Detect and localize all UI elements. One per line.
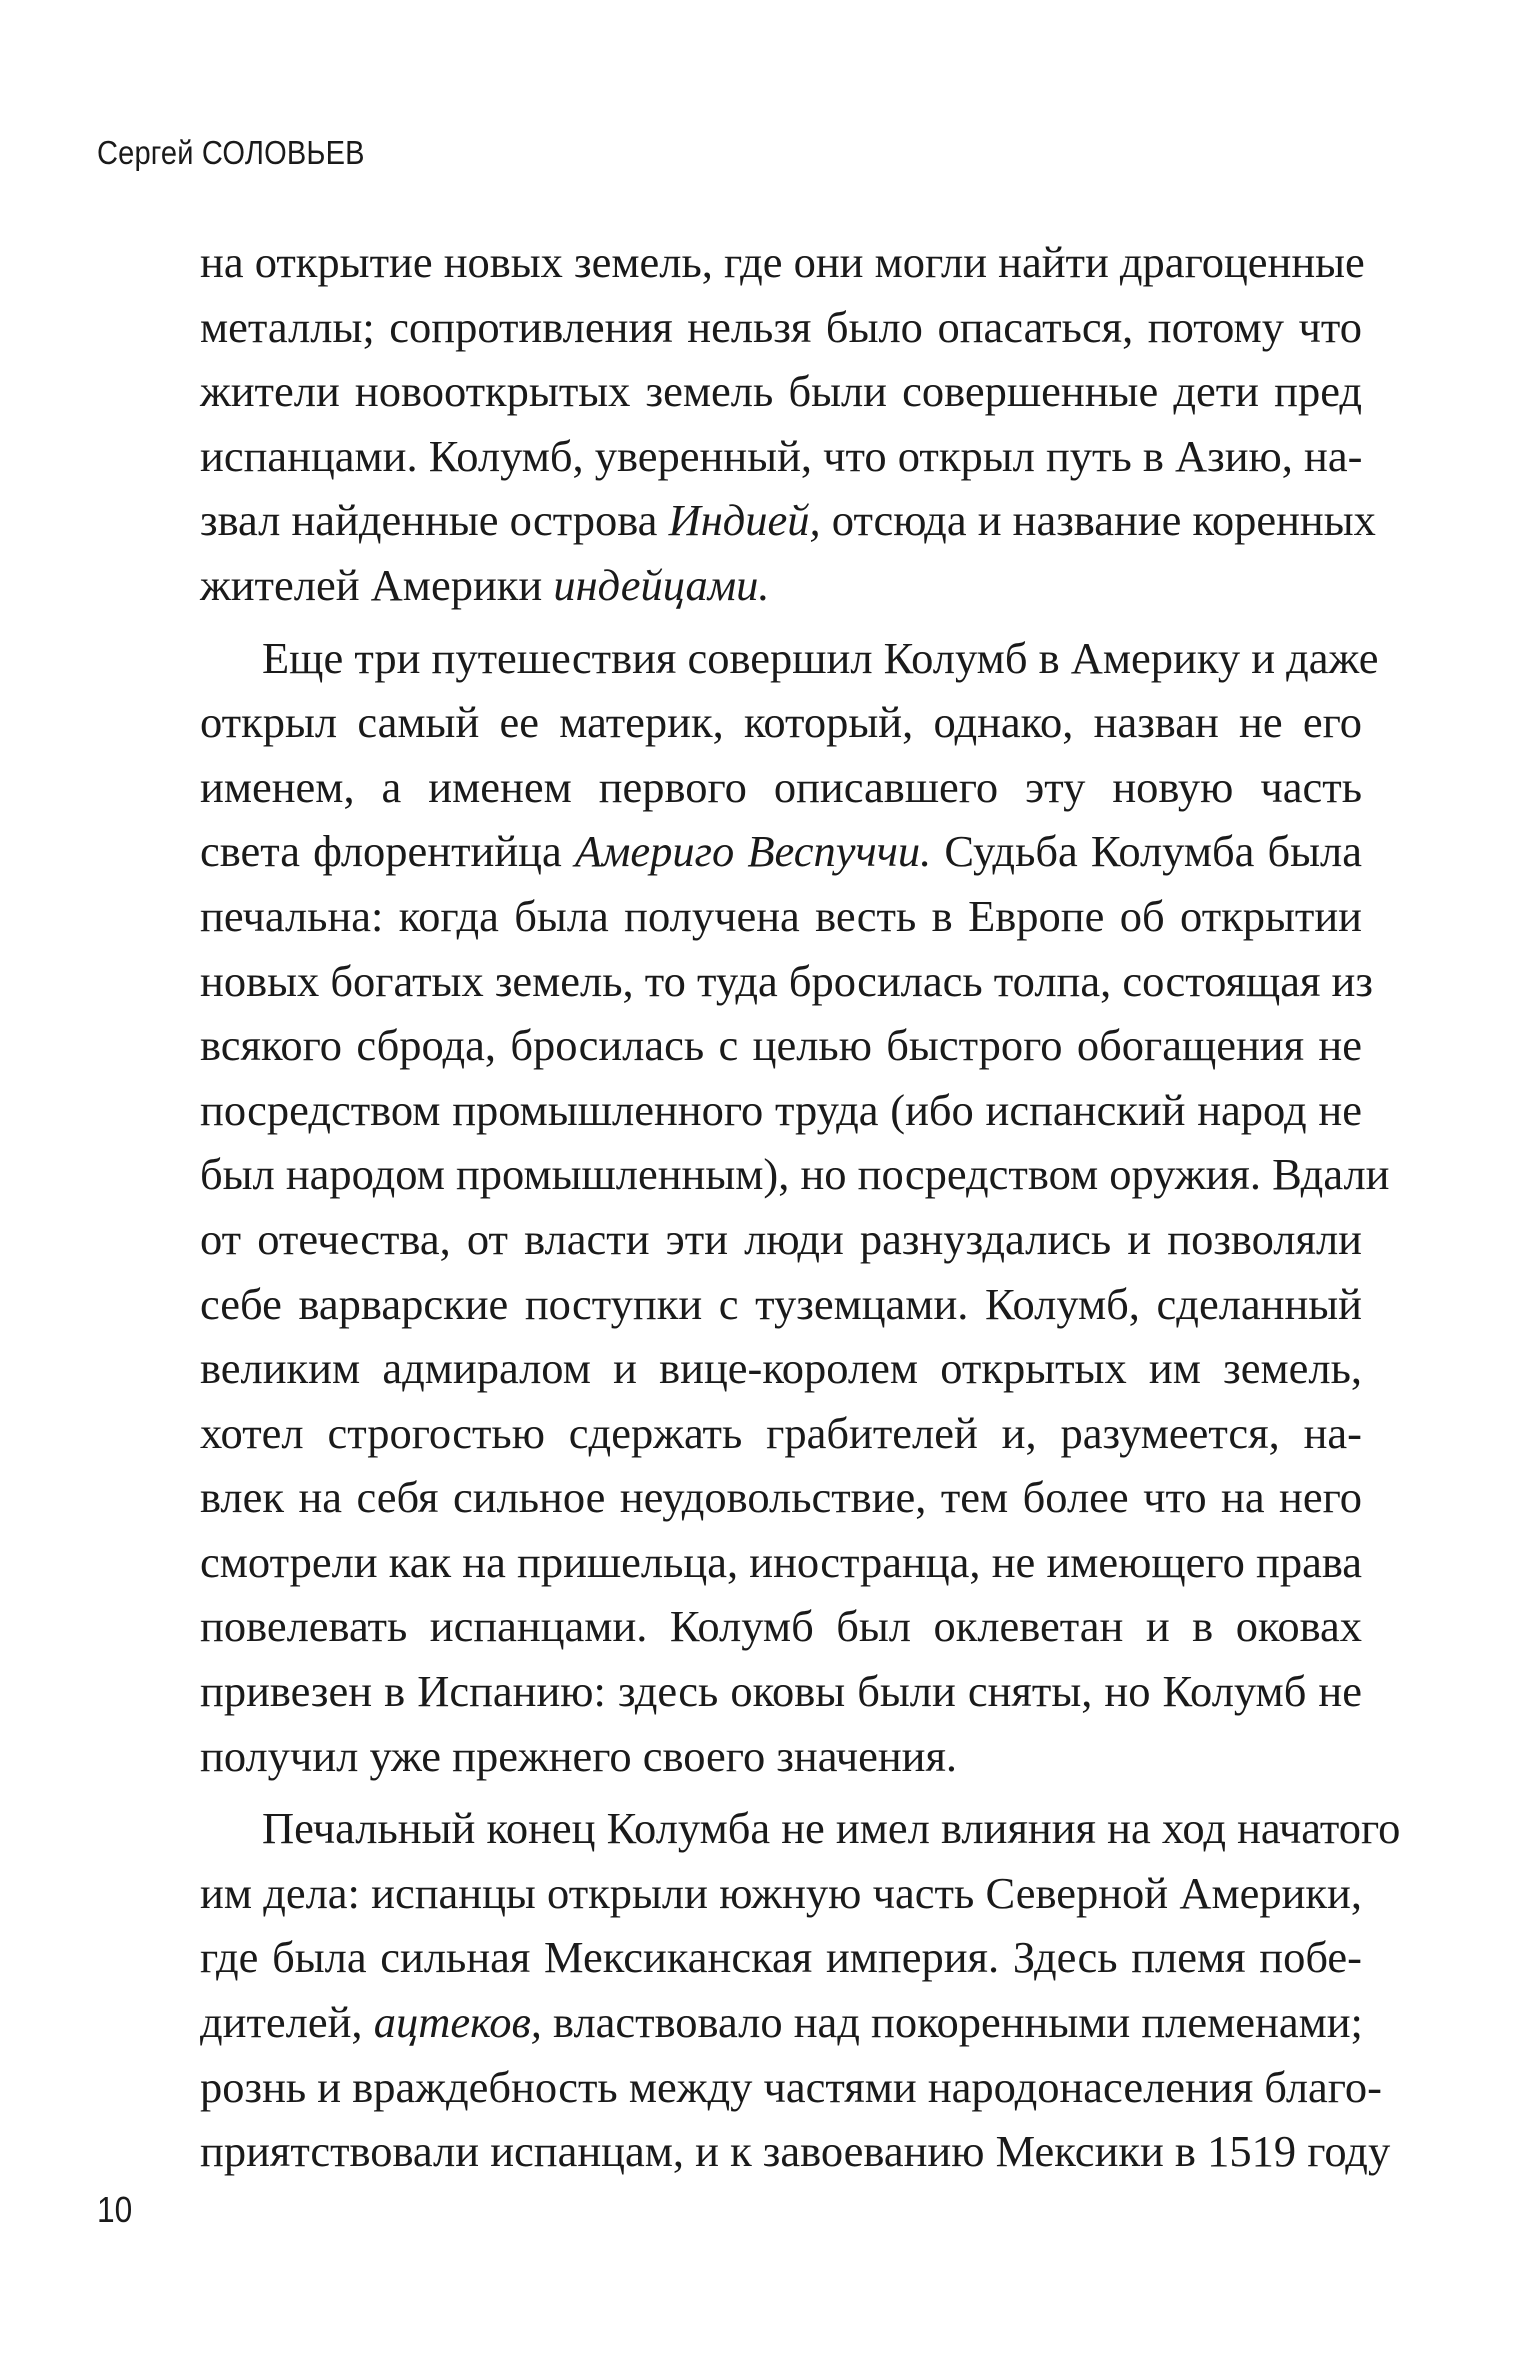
text-run: от отечества, от власти эти люди разнуздались и позволяли <box>200 1213 1362 1264</box>
text-run: на открытие новых земель, где они могли найти драгоценные <box>200 237 1365 287</box>
text-line <box>200 1724 1362 1789</box>
text-run: повелевать испанцами. Колумб был оклеветан и в оковах <box>200 1601 1362 1652</box>
text-line <box>200 1013 1362 1078</box>
text-line <box>200 295 1362 360</box>
text-line <box>200 2055 1382 2120</box>
text-line <box>200 949 1373 1014</box>
text-line <box>200 819 1362 884</box>
text-line <box>200 626 1379 691</box>
paragraph <box>200 1796 1401 2184</box>
text-run: рознь и враждебность между частями народонаселения благо- <box>200 2061 1382 2112</box>
text-line <box>200 488 1376 553</box>
text-run: испанцами. Колумб, уверенный, что открыл путь в Азию, на- <box>200 430 1363 481</box>
text-run: влек на себя сильное неудовольствие, тем более что на него <box>200 1472 1362 1523</box>
text-line <box>200 1796 1401 1861</box>
italic-term: Индией, <box>668 495 821 546</box>
text-line <box>200 1594 1362 1659</box>
text-run: всякого сброда, бросилась с целью быстрого обогащения не <box>200 1020 1362 1071</box>
text-run: Еще три путешествия совершил Колумб в Америку и даже <box>262 632 1379 683</box>
text-line <box>200 230 1365 295</box>
text-run: дителей, <box>200 1997 374 2048</box>
italic-term: ацтеков, <box>373 1997 542 2048</box>
text-line <box>200 690 1362 755</box>
paragraph <box>200 230 1376 618</box>
text-line <box>200 1861 1362 1926</box>
text-line <box>200 1078 1362 1143</box>
text-line <box>200 1272 1362 1337</box>
text-run: получил уже прежнего своего значения. <box>200 1730 958 1781</box>
text-run: посредством промышленного труда (ибо испанский народ не <box>200 1084 1362 1135</box>
text-line <box>200 884 1362 949</box>
text-line <box>200 1990 1362 2055</box>
text-line <box>200 1401 1362 1466</box>
text-line <box>200 1465 1362 1530</box>
text-run: открыл самый ее материк, который, однако, назван не его <box>200 697 1362 748</box>
text-line <box>200 2119 1391 2184</box>
text-line <box>200 1142 1390 1207</box>
text-run: великим адмиралом и вице-королем открытых им земель, <box>200 1343 1362 1394</box>
text-run: был народом промышленным), но посредством оружия. Вдали <box>200 1149 1390 1200</box>
italic-term: Америго Веспуччи. <box>574 826 932 877</box>
text-run: себе варварские поступки с туземцами. Колумб, сделанный <box>200 1278 1362 1329</box>
text-line <box>200 553 1362 618</box>
text-run: властвовало над покоренными племенами; <box>541 1997 1363 2048</box>
text-run: приятствовали испанцам, и к завоеванию Мексики в 1519 году <box>200 2126 1391 2177</box>
text-run: металлы; сопротивления нельзя было опасаться, потому что <box>200 301 1362 352</box>
text-line <box>200 1336 1362 1401</box>
text-run: звал найденные острова <box>200 495 669 546</box>
text-line <box>200 359 1362 424</box>
body-text <box>200 230 1401 2184</box>
text-run: отсюда и название коренных <box>820 495 1376 546</box>
text-run: именем, а именем первого описавшего эту новую часть <box>200 761 1362 812</box>
text-run: жители новооткрытых земель были совершенные дети пред <box>200 366 1362 417</box>
text-line <box>200 1530 1362 1595</box>
text-run: света флорентийца <box>200 826 575 877</box>
text-line <box>200 1207 1362 1272</box>
text-run: привезен в Испанию: здесь оковы были сняты, но Колумб не <box>200 1666 1362 1717</box>
text-run: жителей Америки <box>200 559 554 610</box>
page-number: 10 <box>97 2189 133 2230</box>
text-run: печальна: когда была получена весть в Европе об открытии <box>200 890 1362 941</box>
text-line <box>200 424 1362 489</box>
text-line <box>200 1925 1362 1990</box>
text-run: где была сильная Мексиканская империя. Здесь племя побе- <box>200 1932 1362 1983</box>
text-run: Судьба Колумба была <box>931 826 1362 877</box>
paragraph <box>200 626 1390 1789</box>
text-run: им дела: испанцы открыли южную часть Северной Америки, <box>200 1867 1362 1918</box>
paragraph-gap <box>200 1788 1362 1796</box>
text-run: Печальный конец Колумба не имел влияния на ход начатого <box>262 1803 1401 1854</box>
paragraph-gap <box>200 618 1362 626</box>
text-line <box>200 1659 1362 1724</box>
text-run: хотел строгостью сдержать грабителей и, разумеется, на- <box>200 1407 1362 1458</box>
text-line <box>200 755 1362 820</box>
text-run: новых богатых земель, то туда бросилась толпа, состоящая из <box>200 955 1373 1006</box>
running-head: Сергей СОЛОВЬЕВ <box>97 134 365 171</box>
italic-term: индейцами. <box>553 559 770 610</box>
text-run: смотрели как на пришельца, иностранца, не имеющего права <box>200 1536 1362 1587</box>
